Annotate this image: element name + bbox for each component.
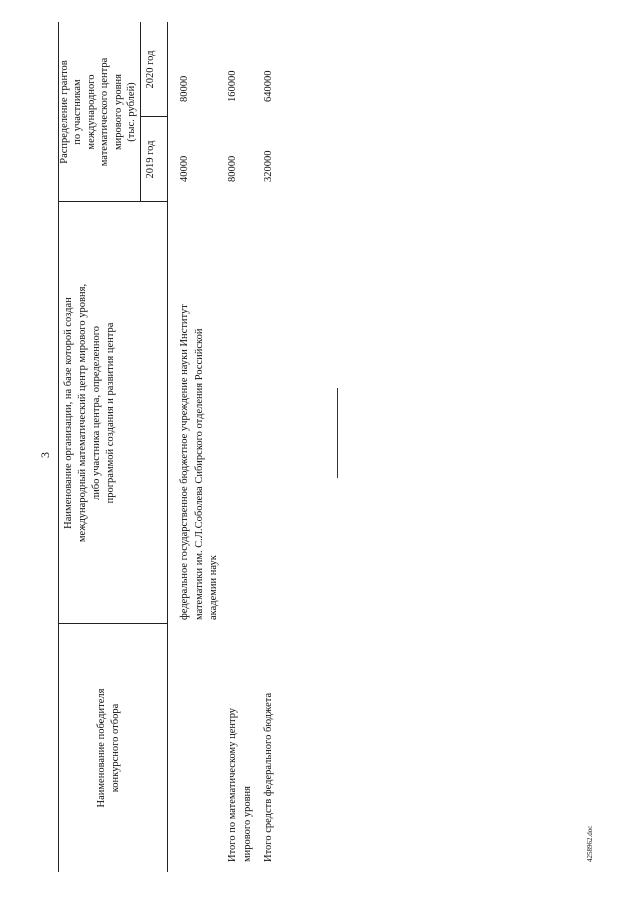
header-organization: Наименование организации, на базе которой создан международный математический центр мирового уровня, либо участника центра, определенного программой создания и развития центра [63,283,116,543]
end-separator-line [337,388,338,478]
rotated-page-content [0,22,620,882]
table-header-bottom-border [167,22,168,872]
table-row-budget-total-name: Итого средств федерального бюджета [263,692,274,862]
table-row-center-total-2020: 160000 [227,70,238,102]
page-number: 3 [38,452,52,458]
table-row-budget-total-2020: 640000 [263,70,274,102]
table-row-center-total-name: Итого по математическому центру мирового уровня [227,707,253,862]
table-year-divider-horizontal [140,22,141,202]
table-row-center-total-2019: 80000 [227,155,238,182]
table-row-institute-2019: 40000 [179,155,190,182]
table-row-institute-2020: 80000 [179,75,190,102]
table-row-budget-total-2019: 320000 [263,150,274,182]
header-winner: Наименование победителя конкурсного отбора [96,688,121,808]
header-year-2019: 2019 год [145,140,156,179]
header-year-2020: 2020 год [145,50,156,89]
table-row-institute-name: федеральное государственное бюджетное учреждение науки Институт математики им. С.Л.Соболева Сибирского отделения Российской академии наук [179,304,219,620]
header-grants: Распределение грантов по участникам международного математического центра мирового уровня (тыс. рублей) [59,57,138,167]
document-file-id: 4258962.doc [586,825,594,862]
